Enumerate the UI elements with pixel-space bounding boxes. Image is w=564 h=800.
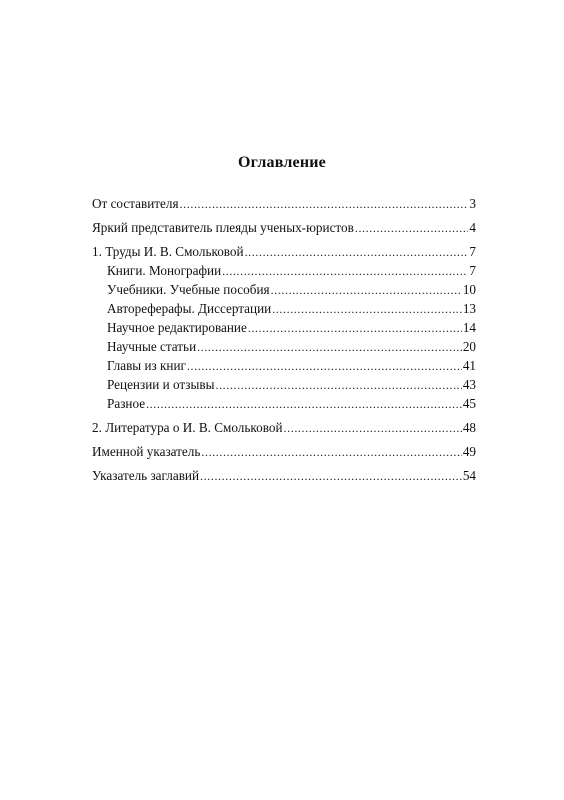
- toc-entry-label: От составителя: [92, 196, 179, 211]
- toc-entry-works: [92, 242, 476, 261]
- toc-entry-page: 20: [462, 339, 476, 354]
- toc-leader-dots: [187, 357, 462, 376]
- toc-entry-page: 43: [462, 377, 476, 392]
- toc-leader-dots: [197, 338, 462, 357]
- toc-entry-page: 10: [462, 282, 476, 297]
- toc-entry-page: 49: [462, 444, 476, 459]
- table-of-contents: [92, 194, 476, 485]
- toc-entry-page: 7: [469, 263, 476, 278]
- page-title: Оглавление: [238, 154, 326, 171]
- toc-entry-page: 7: [469, 244, 476, 259]
- toc-entry-label: Книги. Монографии: [107, 263, 222, 278]
- toc-entry-name-index: [92, 442, 476, 461]
- toc-leader-dots: [355, 219, 469, 238]
- toc-leader-dots: [201, 443, 461, 462]
- toc-entry-label: Главы из книг: [107, 358, 186, 373]
- toc-leader-dots: [146, 395, 462, 414]
- toc-subentry-books: [92, 261, 476, 280]
- toc-leader-dots: [180, 195, 469, 214]
- toc-entry-page: 3: [469, 196, 476, 211]
- toc-leader-dots: [222, 262, 468, 281]
- toc-entry-title-index: [92, 466, 476, 485]
- toc-entry-page: 41: [462, 358, 476, 373]
- toc-entry-literature: [92, 418, 476, 437]
- toc-entry-page: 14: [462, 320, 476, 335]
- toc-leader-dots: [272, 300, 462, 319]
- toc-entry-label: Учебники. Учебные пособия: [107, 282, 270, 297]
- toc-leader-dots: [245, 243, 469, 262]
- toc-subentry-misc: [92, 394, 476, 413]
- toc-entry-label: 1. Труды И. В. Смольковой: [92, 244, 244, 259]
- toc-leader-dots: [271, 281, 462, 300]
- toc-entry-label: Разное: [107, 396, 146, 411]
- toc-subentry-reviews: [92, 375, 476, 394]
- toc-leader-dots: [284, 419, 462, 438]
- toc-entry-label: Указатель заглавий: [92, 468, 200, 483]
- toc-entry-page: 45: [462, 396, 476, 411]
- toc-subentry-chapters: [92, 356, 476, 375]
- toc-entry-label: Именной указатель: [92, 444, 201, 459]
- toc-entry-label: Автореферафы. Диссертации: [107, 301, 272, 316]
- toc-entry-label: 2. Литература о И. В. Смольковой: [92, 420, 283, 435]
- toc-subentry-textbooks: [92, 280, 476, 299]
- toc-leader-dots: [215, 376, 461, 395]
- toc-entry-label: Научные статьи: [107, 339, 197, 354]
- toc-entry-label: Яркий представитель плеяды ученых-юристов: [92, 220, 354, 235]
- toc-subentry-articles: [92, 337, 476, 356]
- toc-subentry-abstracts: [92, 299, 476, 318]
- toc-leader-dots: [248, 319, 462, 338]
- toc-leader-dots: [200, 467, 462, 486]
- toc-subentry-editing: [92, 318, 476, 337]
- toc-entry-bright-representative: [92, 218, 476, 237]
- toc-entry-label: Научное редактирование: [107, 320, 247, 335]
- toc-entry-page: 4: [469, 220, 476, 235]
- toc-entry-label: Рецензии и отзывы: [107, 377, 215, 392]
- toc-entry-page: 48: [462, 420, 476, 435]
- toc-entry-from-compiler: [92, 194, 476, 213]
- toc-entry-page: 54: [462, 468, 476, 483]
- toc-entry-page: 13: [462, 301, 476, 316]
